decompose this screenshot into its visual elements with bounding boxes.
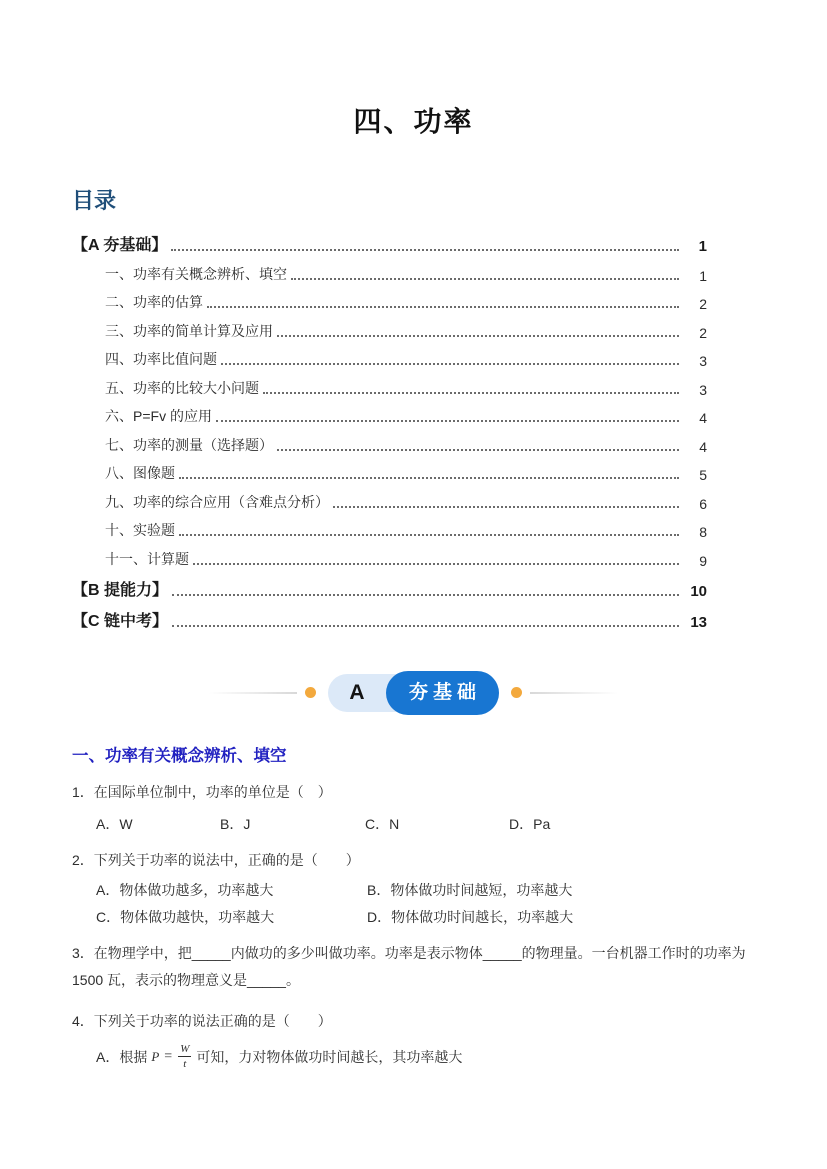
toc-entry-label: 【B 提能力】 xyxy=(72,581,169,599)
question-2-option-d: D．物体做功时间越长，功率越大 xyxy=(367,908,574,925)
question-4-stem: 4．下列关于功率的说法正确的是（ ） xyxy=(72,1012,332,1029)
badge-label: 夯基础 xyxy=(386,671,499,715)
decor-line-right xyxy=(530,692,618,694)
toc-page-number: 5 xyxy=(699,467,707,483)
toc-entry-label: 四、功率比值问题 xyxy=(105,351,217,367)
power-symbol: P xyxy=(151,1048,160,1064)
toc-leader-dots xyxy=(277,448,679,451)
option-a-prefix: A．根据 xyxy=(96,1048,148,1065)
toc-entry[interactable] xyxy=(72,315,707,344)
question-1-option-a: A．W xyxy=(96,815,133,832)
question-1-options xyxy=(72,814,757,834)
decor-line-left xyxy=(209,692,297,694)
toc-entry[interactable] xyxy=(72,344,707,373)
question-3-text: 3．在物理学中，把_____内做功的多少叫做功率。功率是表示物体_____的物理量。一台机器工作时的功率为 1500 瓦，表示的物理意义是_____。 xyxy=(72,944,746,988)
toc-page-number: 1 xyxy=(698,238,707,255)
toc-entry-label: 一、功率有关概念辨析、填空 xyxy=(105,265,287,282)
question-2-stem: 2．下列关于功率的说法中，正确的是（ ） xyxy=(72,851,360,868)
toc-page-number: 10 xyxy=(690,582,707,600)
toc-leader-dots xyxy=(277,334,679,337)
toc-page-number: 9 xyxy=(699,552,707,569)
toc-entry[interactable] xyxy=(72,543,707,572)
toc-heading: 目录 xyxy=(72,188,117,213)
toc-leader-dots xyxy=(193,562,679,565)
toc-entry[interactable] xyxy=(72,429,707,458)
toc-entry[interactable] xyxy=(72,458,707,487)
section-a-badge xyxy=(328,674,499,712)
toc-entry-label: 五、功率的比较大小问题 xyxy=(105,379,259,396)
question-1-option-b: B．J xyxy=(220,815,251,832)
toc-entry[interactable] xyxy=(72,515,707,544)
toc-leader-dots xyxy=(172,593,679,596)
toc-entry-label: 八、图像题 xyxy=(105,465,175,481)
decor-dot-right xyxy=(511,687,522,698)
toc-leader-dots xyxy=(171,248,679,251)
toc-leader-dots xyxy=(179,476,679,479)
toc-leader-dots xyxy=(263,391,679,394)
question-4-option-a xyxy=(72,1040,757,1074)
decor-dot-left xyxy=(305,687,316,698)
table-of-contents xyxy=(72,227,707,634)
question-1-option-c: C．N xyxy=(365,815,400,832)
toc-leader-dots xyxy=(179,533,679,536)
toc-page-number: 1 xyxy=(699,267,707,284)
toc-entry-section-c[interactable] xyxy=(72,603,707,634)
toc-page-number: 2 xyxy=(699,324,707,341)
toc-entry[interactable] xyxy=(72,287,707,316)
subsection-heading: 一、功率有关概念辨析、填空 xyxy=(72,746,287,765)
equals-sign: = xyxy=(164,1048,173,1064)
toc-leader-dots xyxy=(221,362,679,365)
toc-entry[interactable] xyxy=(72,258,707,287)
toc-entry-label: 十一、计算题 xyxy=(105,550,189,567)
section-badge-strip xyxy=(0,674,827,712)
toc-entry-section-a[interactable] xyxy=(72,227,707,258)
toc-page-number: 2 xyxy=(699,296,707,312)
question-2-option-b: B．物体做功时间越短，功率越大 xyxy=(367,881,573,898)
toc-page-number: 3 xyxy=(699,381,707,398)
document-title: 四、功率 xyxy=(353,106,474,137)
question-1-option-d: D．Pa xyxy=(509,815,551,832)
fraction-numerator: W xyxy=(180,1043,190,1055)
question-2-option-a: A．物体做功越多，功率越大 xyxy=(96,881,274,898)
toc-page-number: 3 xyxy=(699,353,707,369)
toc-leader-dots xyxy=(207,305,679,308)
toc-entry-label: 三、功率的简单计算及应用 xyxy=(105,322,273,339)
toc-entry[interactable] xyxy=(72,486,707,515)
toc-entry-label: 十、实验题 xyxy=(105,522,175,538)
toc-leader-dots xyxy=(291,277,679,280)
toc-entry[interactable] xyxy=(72,372,707,401)
toc-page-number: 4 xyxy=(699,438,707,455)
toc-page-number: 13 xyxy=(690,613,707,631)
fraction-denominator: t xyxy=(183,1058,187,1070)
toc-entry-label: 六、P=Fv 的应用 xyxy=(105,408,212,424)
toc-leader-dots xyxy=(216,419,679,422)
question-list xyxy=(72,781,757,1074)
toc-entry-label: 七、功率的测量（选择题） xyxy=(105,436,273,453)
toc-entry-section-b[interactable] xyxy=(72,572,707,603)
toc-entry-label: 【C 链中考】 xyxy=(72,612,169,630)
toc-entry[interactable] xyxy=(72,401,707,430)
toc-entry-label: 二、功率的估算 xyxy=(105,294,203,310)
toc-page-number: 8 xyxy=(699,524,707,540)
question-1-stem: 1．在国际单位制中，功率的单位是（ ） xyxy=(72,783,332,800)
work-over-time-fraction xyxy=(178,1043,191,1070)
toc-leader-dots xyxy=(172,624,679,627)
toc-entry-label: 九、功率的综合应用（含难点分析） xyxy=(105,493,329,510)
question-2-options xyxy=(72,880,757,927)
option-a-suffix: 可知，力对物体做功时间越长，其功率越大 xyxy=(196,1048,463,1065)
toc-page-number: 6 xyxy=(699,495,707,512)
toc-entry-label: 【A 夯基础】 xyxy=(72,237,168,254)
toc-page-number: 4 xyxy=(699,410,707,426)
question-2-option-c: C．物体做功越快，功率越大 xyxy=(96,908,275,925)
badge-letter: A xyxy=(349,680,365,704)
toc-leader-dots xyxy=(333,505,679,508)
